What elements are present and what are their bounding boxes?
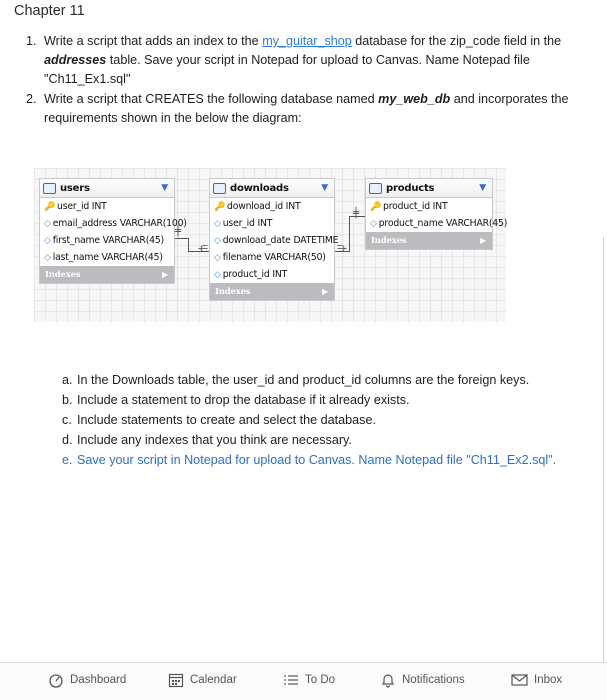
dashboard-icon bbox=[48, 672, 64, 688]
products-table bbox=[365, 178, 508, 250]
column-label: email_address VARCHAR(100) bbox=[52, 218, 187, 229]
calendar-icon bbox=[168, 672, 184, 688]
column-row bbox=[210, 215, 334, 232]
nav-label: Inbox bbox=[534, 674, 563, 686]
indexes-label: Indexes bbox=[215, 286, 251, 297]
relationship-line bbox=[175, 238, 188, 239]
table-icon bbox=[213, 183, 226, 194]
requirement-item bbox=[62, 370, 582, 390]
column-label: filename VARCHAR(50) bbox=[222, 252, 326, 263]
question-text bbox=[44, 32, 591, 89]
requirement-letter: a. bbox=[62, 373, 73, 387]
requirement-item bbox=[62, 430, 582, 450]
nav-label: To Do bbox=[305, 674, 336, 686]
downloads-table bbox=[209, 178, 339, 301]
indexes-bar[interactable] bbox=[210, 283, 334, 300]
diamond-icon: ◇ bbox=[214, 235, 221, 246]
arrow-right-icon: ▶ bbox=[480, 235, 486, 245]
column-row bbox=[210, 249, 334, 266]
nav-notifications[interactable] bbox=[380, 672, 465, 688]
question-text-part: table. Save your script in Notepad for upload to Canvas. Name Notepad file bbox=[106, 53, 530, 67]
column-row bbox=[366, 215, 508, 232]
bell-icon bbox=[380, 672, 396, 688]
requirement-item bbox=[62, 410, 582, 430]
question-text bbox=[44, 90, 591, 128]
bottom-nav-bar bbox=[0, 662, 607, 700]
requirement-text: Include any indexes that you think are necessary. bbox=[77, 433, 352, 447]
question-1 bbox=[26, 32, 591, 89]
relationship-line bbox=[349, 216, 350, 252]
indexes-bar[interactable] bbox=[40, 266, 174, 283]
content-divider bbox=[603, 237, 604, 662]
many-cardinality-icon: ⋲ bbox=[198, 244, 208, 255]
table-header bbox=[210, 179, 334, 198]
primary-key-icon: 🔑 bbox=[44, 201, 56, 212]
column-row bbox=[40, 232, 174, 249]
table-name-emphasis: addresses bbox=[44, 53, 107, 67]
column-label: first_name VARCHAR(45) bbox=[52, 235, 164, 246]
column-label: download_id INT bbox=[227, 201, 301, 212]
table-header bbox=[366, 179, 492, 198]
indexes-label: Indexes bbox=[371, 235, 407, 246]
list-icon bbox=[283, 672, 299, 688]
nav-todo[interactable] bbox=[283, 672, 335, 688]
table-name: downloads bbox=[230, 182, 289, 194]
column-label: product_id INT bbox=[383, 201, 448, 212]
requirement-text: Include statements to create and select the database. bbox=[77, 413, 376, 427]
arrow-right-icon: ▶ bbox=[162, 269, 168, 279]
column-row bbox=[366, 198, 492, 215]
nav-dashboard[interactable] bbox=[48, 672, 126, 688]
diamond-icon: ◇ bbox=[44, 252, 51, 263]
users-table bbox=[39, 178, 187, 284]
column-label: download_date DATETIME bbox=[222, 235, 339, 246]
nav-inbox[interactable] bbox=[511, 672, 562, 688]
database-link[interactable]: my_guitar_shop bbox=[262, 34, 352, 48]
requirement-letter: e. bbox=[62, 453, 73, 467]
table-icon bbox=[43, 183, 56, 194]
question-text-part: and incorporates the bbox=[450, 92, 569, 106]
requirement-text: Include a statement to drop the database if it already exists. bbox=[77, 393, 410, 407]
diamond-icon: ◇ bbox=[44, 235, 51, 246]
chevron-down-icon: ▼ bbox=[479, 183, 486, 193]
primary-key-icon: 🔑 bbox=[214, 201, 226, 212]
column-label: product_id INT bbox=[222, 269, 288, 280]
requirement-item bbox=[62, 390, 582, 410]
diamond-icon: ◇ bbox=[214, 252, 221, 263]
question-text-part: Write a script that CREATES the following database named bbox=[44, 92, 379, 106]
diamond-icon: ◇ bbox=[370, 218, 377, 229]
question-text-part: "Ch11_Ex1.sql" bbox=[44, 72, 131, 86]
column-row bbox=[40, 249, 174, 266]
requirement-item bbox=[62, 450, 582, 470]
page-title: Chapter 11 bbox=[14, 3, 85, 19]
diamond-icon: ◇ bbox=[44, 218, 51, 229]
column-label: last_name VARCHAR(45) bbox=[52, 252, 163, 263]
one-cardinality-icon: ╪ bbox=[353, 208, 360, 219]
requirement-letter: b. bbox=[62, 393, 73, 407]
table-icon bbox=[369, 183, 382, 194]
question-text-part: database for the zip_code field in the bbox=[351, 34, 562, 48]
primary-key-icon: 🔑 bbox=[370, 201, 382, 212]
requirement-list bbox=[62, 370, 582, 470]
one-cardinality-icon: ╪ bbox=[175, 226, 182, 237]
column-row bbox=[40, 198, 174, 215]
requirement-text: In the Downloads table, the user_id and product_id columns are the foreign keys. bbox=[77, 373, 530, 387]
column-label: product_name VARCHAR(45) bbox=[378, 218, 508, 229]
chevron-down-icon: ▼ bbox=[161, 183, 168, 193]
question-2 bbox=[26, 90, 591, 128]
table-name: users bbox=[60, 182, 90, 194]
diamond-icon: ◇ bbox=[214, 269, 221, 280]
question-list bbox=[26, 32, 591, 129]
column-label: user_id INT bbox=[57, 201, 107, 212]
table-name: products bbox=[386, 182, 435, 194]
question-number: 1. bbox=[26, 34, 37, 48]
nav-label: Notifications bbox=[402, 674, 465, 686]
question-text-part: Write a script that adds an index to the bbox=[44, 34, 263, 48]
column-label: user_id INT bbox=[222, 218, 273, 229]
arrow-right-icon: ▶ bbox=[322, 286, 328, 296]
table-header bbox=[40, 179, 174, 198]
many-cardinality-icon: ⋺ bbox=[337, 244, 347, 255]
diamond-icon: ◇ bbox=[214, 218, 221, 229]
mail-icon bbox=[511, 672, 528, 688]
requirement-letter: d. bbox=[62, 433, 73, 447]
requirement-text: Save your script in Notepad for upload to Canvas. Name Notepad file "Ch11_Ex2.sql". bbox=[77, 453, 557, 467]
column-row bbox=[210, 198, 334, 215]
question-text-part: requirements shown in the below the diagram: bbox=[44, 111, 302, 125]
indexes-label: Indexes bbox=[45, 269, 81, 280]
database-name-emphasis: my_web_db bbox=[378, 92, 451, 106]
relationship-line bbox=[188, 238, 189, 251]
chevron-down-icon: ▼ bbox=[321, 183, 328, 193]
column-row bbox=[210, 232, 339, 249]
column-row bbox=[210, 266, 334, 283]
indexes-bar[interactable] bbox=[366, 232, 492, 249]
question-number: 2. bbox=[26, 92, 37, 106]
nav-calendar[interactable] bbox=[168, 672, 237, 688]
nav-label: Dashboard bbox=[70, 674, 127, 686]
nav-label: Calendar bbox=[190, 674, 237, 686]
requirement-letter: c. bbox=[62, 413, 72, 427]
column-row bbox=[40, 215, 187, 232]
er-diagram bbox=[34, 168, 506, 322]
